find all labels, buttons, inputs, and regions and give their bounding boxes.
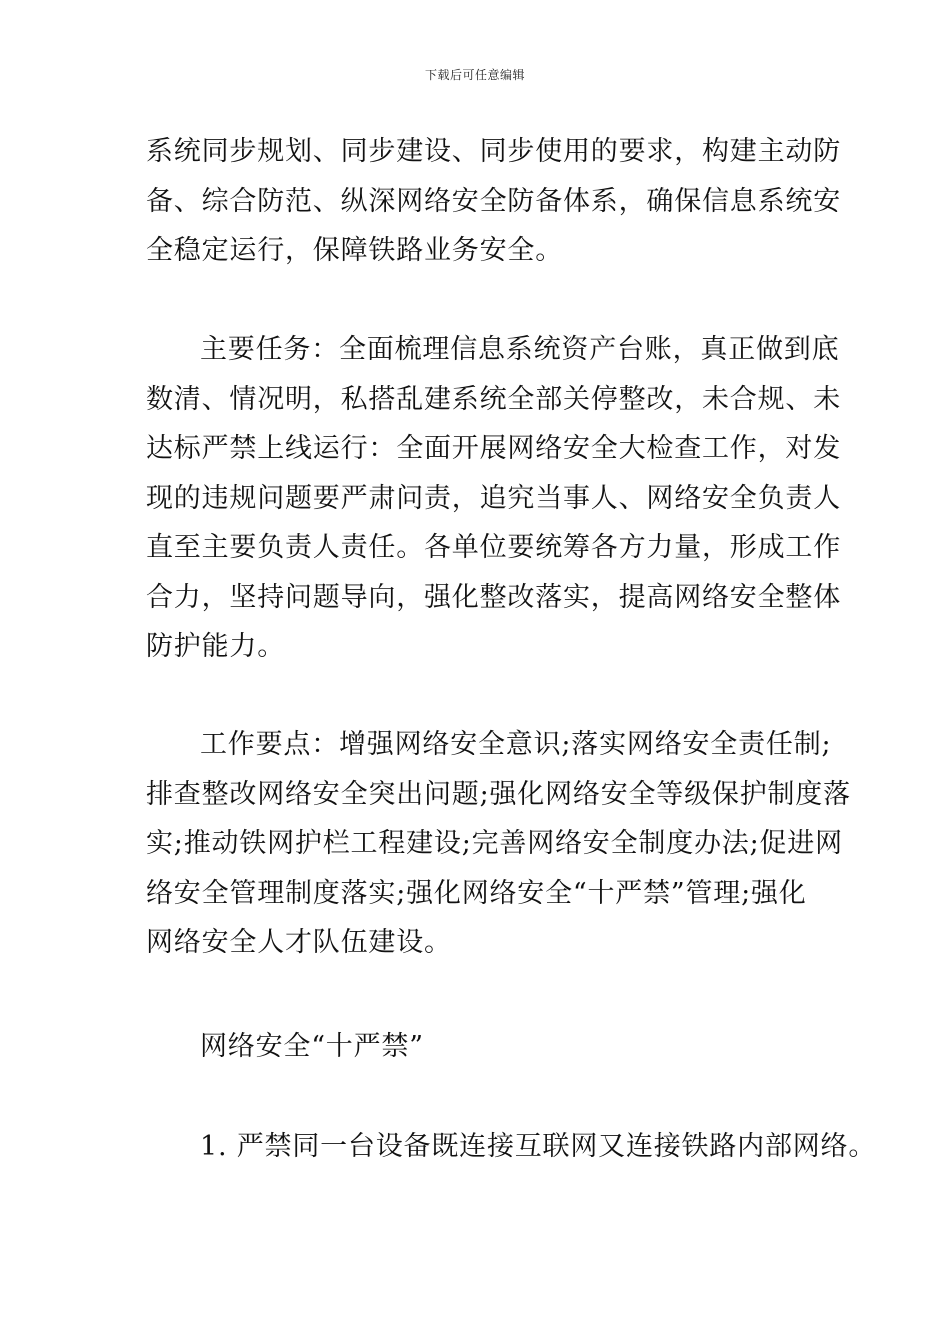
section-heading (146, 1022, 424, 1072)
text-line: 工作要点：增强网络安全意识;落实网络安全责任制; (200, 729, 832, 760)
list-item-text: 1. 严禁同一台设备既连接互联网又连接铁路内部网络。 (200, 1131, 877, 1162)
text-line: 络安全管理制度落实;强化网络安全“十严禁”管理;强化 (146, 877, 807, 909)
text-line: 直至主要负责人责任。各单位要统筹各方力量，形成工作 (146, 532, 841, 563)
text-line: 排查整改网络安全突出问题;强化网络安全等级保护制度落 (146, 778, 851, 810)
paragraph-main-tasks (146, 325, 841, 672)
text-line: 全稳定运行，保障铁路业务安全。 (146, 235, 563, 266)
list-item (146, 1122, 876, 1172)
text-line: 合力，坚持问题导向，强化整改落实，提高网络安全整体 (146, 581, 841, 613)
section-heading-text: 网络安全“十严禁” (200, 1031, 424, 1062)
text-line: 主要任务：全面梳理信息系统资产台账，真正做到底 (200, 334, 840, 365)
text-line: 达标严禁上线运行：全面开展网络安全大检查工作，对发 (146, 433, 841, 464)
text-line: 实;推动铁网护栏工程建设;完善网络安全制度办法;促进网 (146, 828, 843, 859)
text-line: 备、综合防范、纵深网络安全防备体系，确保信息系统安 (146, 185, 841, 217)
text-line: 网络安全人才队伍建设。 (146, 927, 452, 958)
text-line: 数清、情况明，私搭乱建系统全部关停整改，未合规、未 (146, 383, 841, 415)
text-line: 系统同步规划、同步建设、同步使用的要求，构建主动防 (146, 136, 841, 167)
paragraph-work-points (146, 720, 851, 968)
text-line: 现的违规问题要严肃问责，追究当事人、网络安全负责人 (146, 482, 841, 514)
page-header-note: 下载后可任意编辑 (424, 68, 525, 82)
paragraph-continuation (146, 127, 841, 276)
text-line: 防护能力。 (146, 631, 285, 662)
